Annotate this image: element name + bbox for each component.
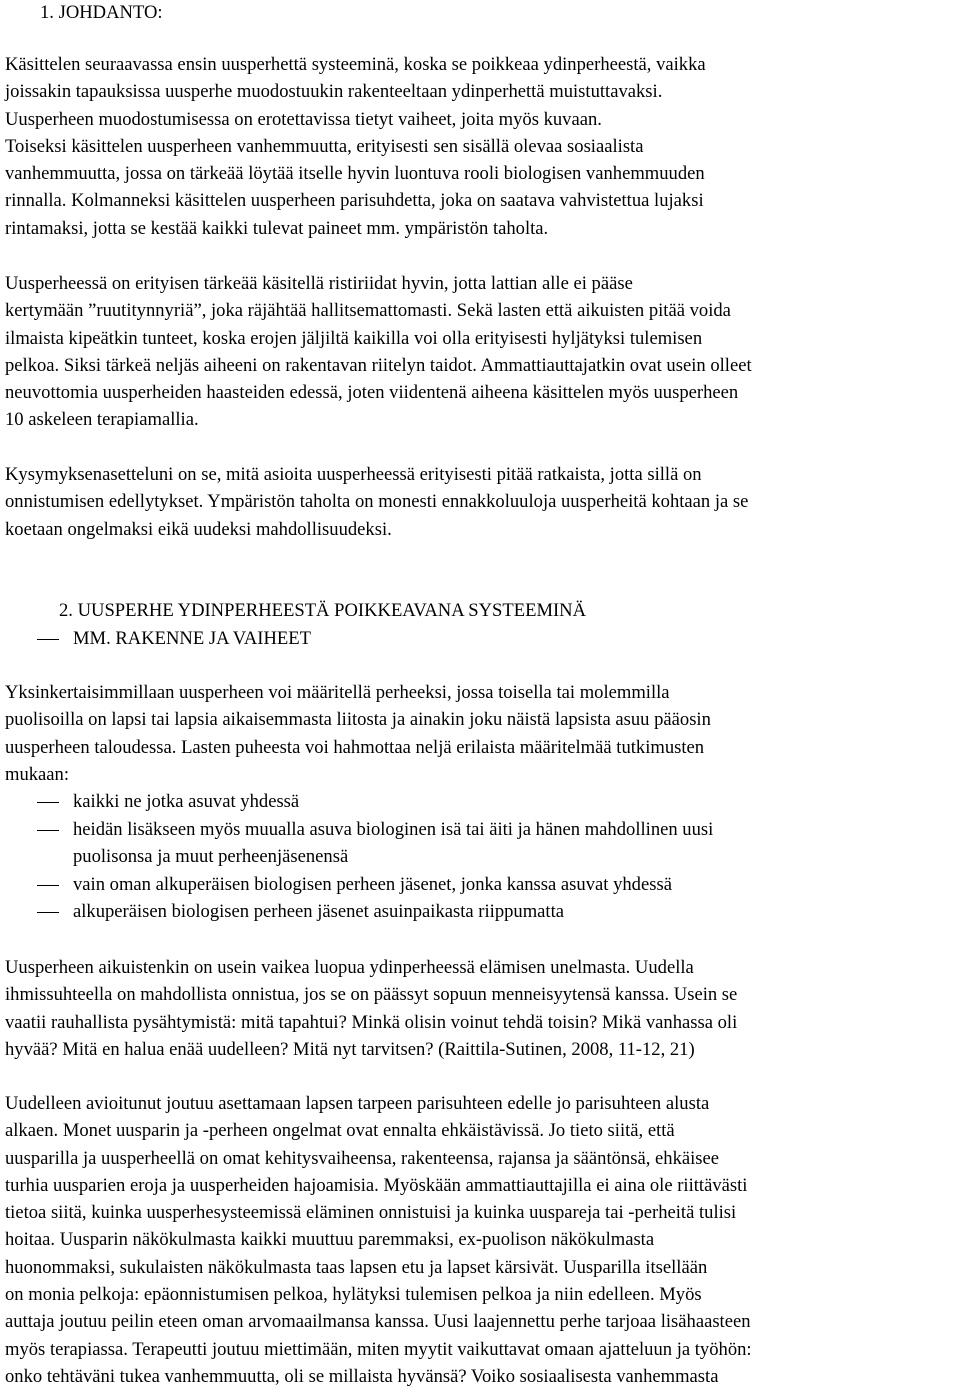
text-line: joissakin tapauksissa uusperhe muodostuukin rakenteeltaan ydinperhettä muistuttavaksi.	[5, 81, 663, 103]
section-1-paragraph-2	[5, 270, 752, 434]
text-line: myös terapiassa. Terapeutti joutuu miettimään, miten myytit vaikuttavat omaan ajatteluun ja työhön:	[5, 1338, 752, 1360]
text-line: onnistumisen edellytykset. Ympäristön taholta on monesti ennakkoluuloja uusperheitä kohtaan ja se	[5, 491, 749, 513]
text-line: huonommaksi, sukulaisten näkökulmasta taas lapsen etu ja lapset kärsivät. Uusparilla itsellään	[5, 1256, 708, 1278]
text-line: hyvää? Mitä en halua enää uudelleen? Mitä nyt tarvitsen? (Raittila-Sutinen, 2008, 11-12, 21)	[5, 1038, 695, 1060]
section-2-paragraph-3	[5, 1090, 752, 1390]
text-line: 10 askeleen terapiamallia.	[5, 409, 199, 431]
list-item-text: puolisonsa ja muut perheenjäsenensä	[73, 846, 349, 867]
text-line: neuvottomia uusperheiden haasteiden edessä, joten viidentenä aiheena käsittelen myös uusperheen	[5, 382, 739, 404]
text-line: turhia uusparien eroja ja uusperheiden hajoamisia. Myöskään ammattiauttajilla ei aina ole riittävästi	[5, 1174, 748, 1196]
text-line: tietoa siitä, kuinka uusperhesysteemissä eläminen onnistuisi ja kuinka uuspareja tai -perheitä tulisi	[5, 1202, 737, 1224]
text-line: puolisoilla on lapsi tai lapsia aikaisemmasta liitosta ja ainakin joku näistä lapsista asuu pääosin	[5, 709, 711, 731]
text-line: auttaja joutuu peilin eteen oman arvomaailmansa kanssa. Uusi laajennettu perhe tarjoaa lisähaasteen	[5, 1311, 751, 1333]
text-line: on monia pelkoja: epäonnistumisen pelkoa, hylätyksi tulemisen pelkoa ja niin edelleen. Myös	[5, 1284, 702, 1306]
text-line: onko tehtäväni tukea vanhemmuutta, oli se millaista hyvänsä? Voiko sosiaalisesta vanhemmasta	[5, 1365, 719, 1387]
list-item-text: alkuperäisen biologisen perheen jäsenet asuinpaikasta riippumatta	[73, 901, 565, 922]
text-line: ihmissuhteella on mahdollista onnistua, jos se on päässyt sopuun menneisyytensä kanssa. Usein se	[5, 984, 738, 1006]
text-line: Toiseksi käsittelen uusperheen vanhemmuutta, erityisesti sen sisällä olevaa sosiaalista	[5, 135, 644, 157]
text-line: rintamaksi, jotta se kestää kaikki tulevat paineet mm. ympäristön taholta.	[5, 217, 549, 239]
section-2-heading: 2. UUSPERHE YDINPERHEESTÄ POIKKEAVANA SYSTEEMINÄ	[59, 600, 587, 621]
text-line: uusparilla ja uusperheellä on omat kehitysvaiheensa, rakenteensa, rajansa ja sääntönsä, ehkäisee	[5, 1147, 720, 1169]
text-line: vanhemmuutta, jossa on tärkeää löytää itselle hyvin luontuva rooli biologisen vanhemmuuden	[5, 163, 705, 185]
text-line: ilmaista kipeätkin tunteet, koska erojen jäljiltä kaikilla voi olla erityisesti hyljätyksi tulemisen	[5, 327, 703, 349]
text-line: pelkoa. Siksi tärkeä neljäs aiheeni on rakentavan riitelyn taidot. Ammattiauttajatkin ovat usein olleet	[5, 354, 752, 376]
text-line: Uusperheen muodostumisessa on erotettavissa tietyt vaiheet, joita myös kuvaan.	[5, 108, 602, 130]
text-line: hoitaa. Uusparin näkökulmasta kaikki muuttuu paremmaksi, ex-puolison näkökulmasta	[5, 1229, 655, 1251]
text-line: Uusperheessä on erityisen tärkeää käsitellä ristiriidat hyvin, jotta lattian alle ei pääse	[5, 273, 633, 294]
section-2-paragraph-2	[5, 954, 737, 1063]
text-line: vaatii rauhallista pysähtymistä: mitä tapahtui? Minkä olisin voinut tehdä toisin? Mikä vanhassa oli	[5, 1011, 738, 1033]
list-item-text: kaikki ne jotka asuvat yhdessä	[73, 791, 300, 812]
section-1-paragraph-3	[5, 461, 748, 543]
text-line: mukaan:	[5, 763, 70, 785]
text-line: koetaan ongelmaksi eikä uudeksi mahdollisuudeksi.	[5, 518, 392, 540]
text-line: Kysymyksenasetteluni on se, mitä asioita uusperheessä erityisesti pitää ratkaista, jotta sillä on	[5, 464, 702, 485]
section-2-subheading-text: MM. RAKENNE JA VAIHEET	[73, 628, 311, 649]
section-2-paragraph-1	[5, 679, 711, 788]
text-line: Käsittelen seuraavassa ensin uusperhettä systeeminä, koska se poikkeaa ydinperheestä, vaikka	[5, 54, 706, 75]
list-item-text: vain oman alkuperäisen biologisen perheen jäsenet, jonka kanssa asuvat yhdessä	[73, 874, 672, 895]
text-line: Yksinkertaisimmillaan uusperheen voi määritellä perheeksi, jossa toisella tai molemmilla	[5, 682, 670, 703]
section-1-heading: 1. JOHDANTO:	[40, 2, 163, 23]
text-line: alkaen. Monet uusparin ja -perheen ongelmat ovat ennalta ehkäistävissä. Jo tieto siitä, että	[5, 1120, 675, 1142]
list-item-text: heidän lisäkseen myös muualla asuva biologinen isä tai äiti ja hänen mahdollinen uusi	[73, 819, 714, 840]
text-line: Uusperheen aikuistenkin on usein vaikea luopua ydinperheessä elämisen unelmasta. Uudella	[5, 957, 694, 978]
text-line: uusperheen taloudessa. Lasten puheesta voi hahmottaa neljä erilaista määritelmää tutkimusten	[5, 736, 705, 758]
text-line: kertymään ”ruutitynnyriä”, joka räjähtää hallitsemattomasti. Sekä lasten että aikuisten pitää voida	[5, 300, 731, 322]
section-1-paragraph-1	[5, 51, 706, 242]
text-line: Uudelleen avioitunut joutuu asettamaan lapsen tarpeen parisuhteen edelle jo parisuhteen alusta	[5, 1093, 710, 1114]
text-line: rinnalla. Kolmanneksi käsittelen uusperheen parisuhdetta, joka on saatava vahvistettua lujaksi	[5, 190, 704, 212]
